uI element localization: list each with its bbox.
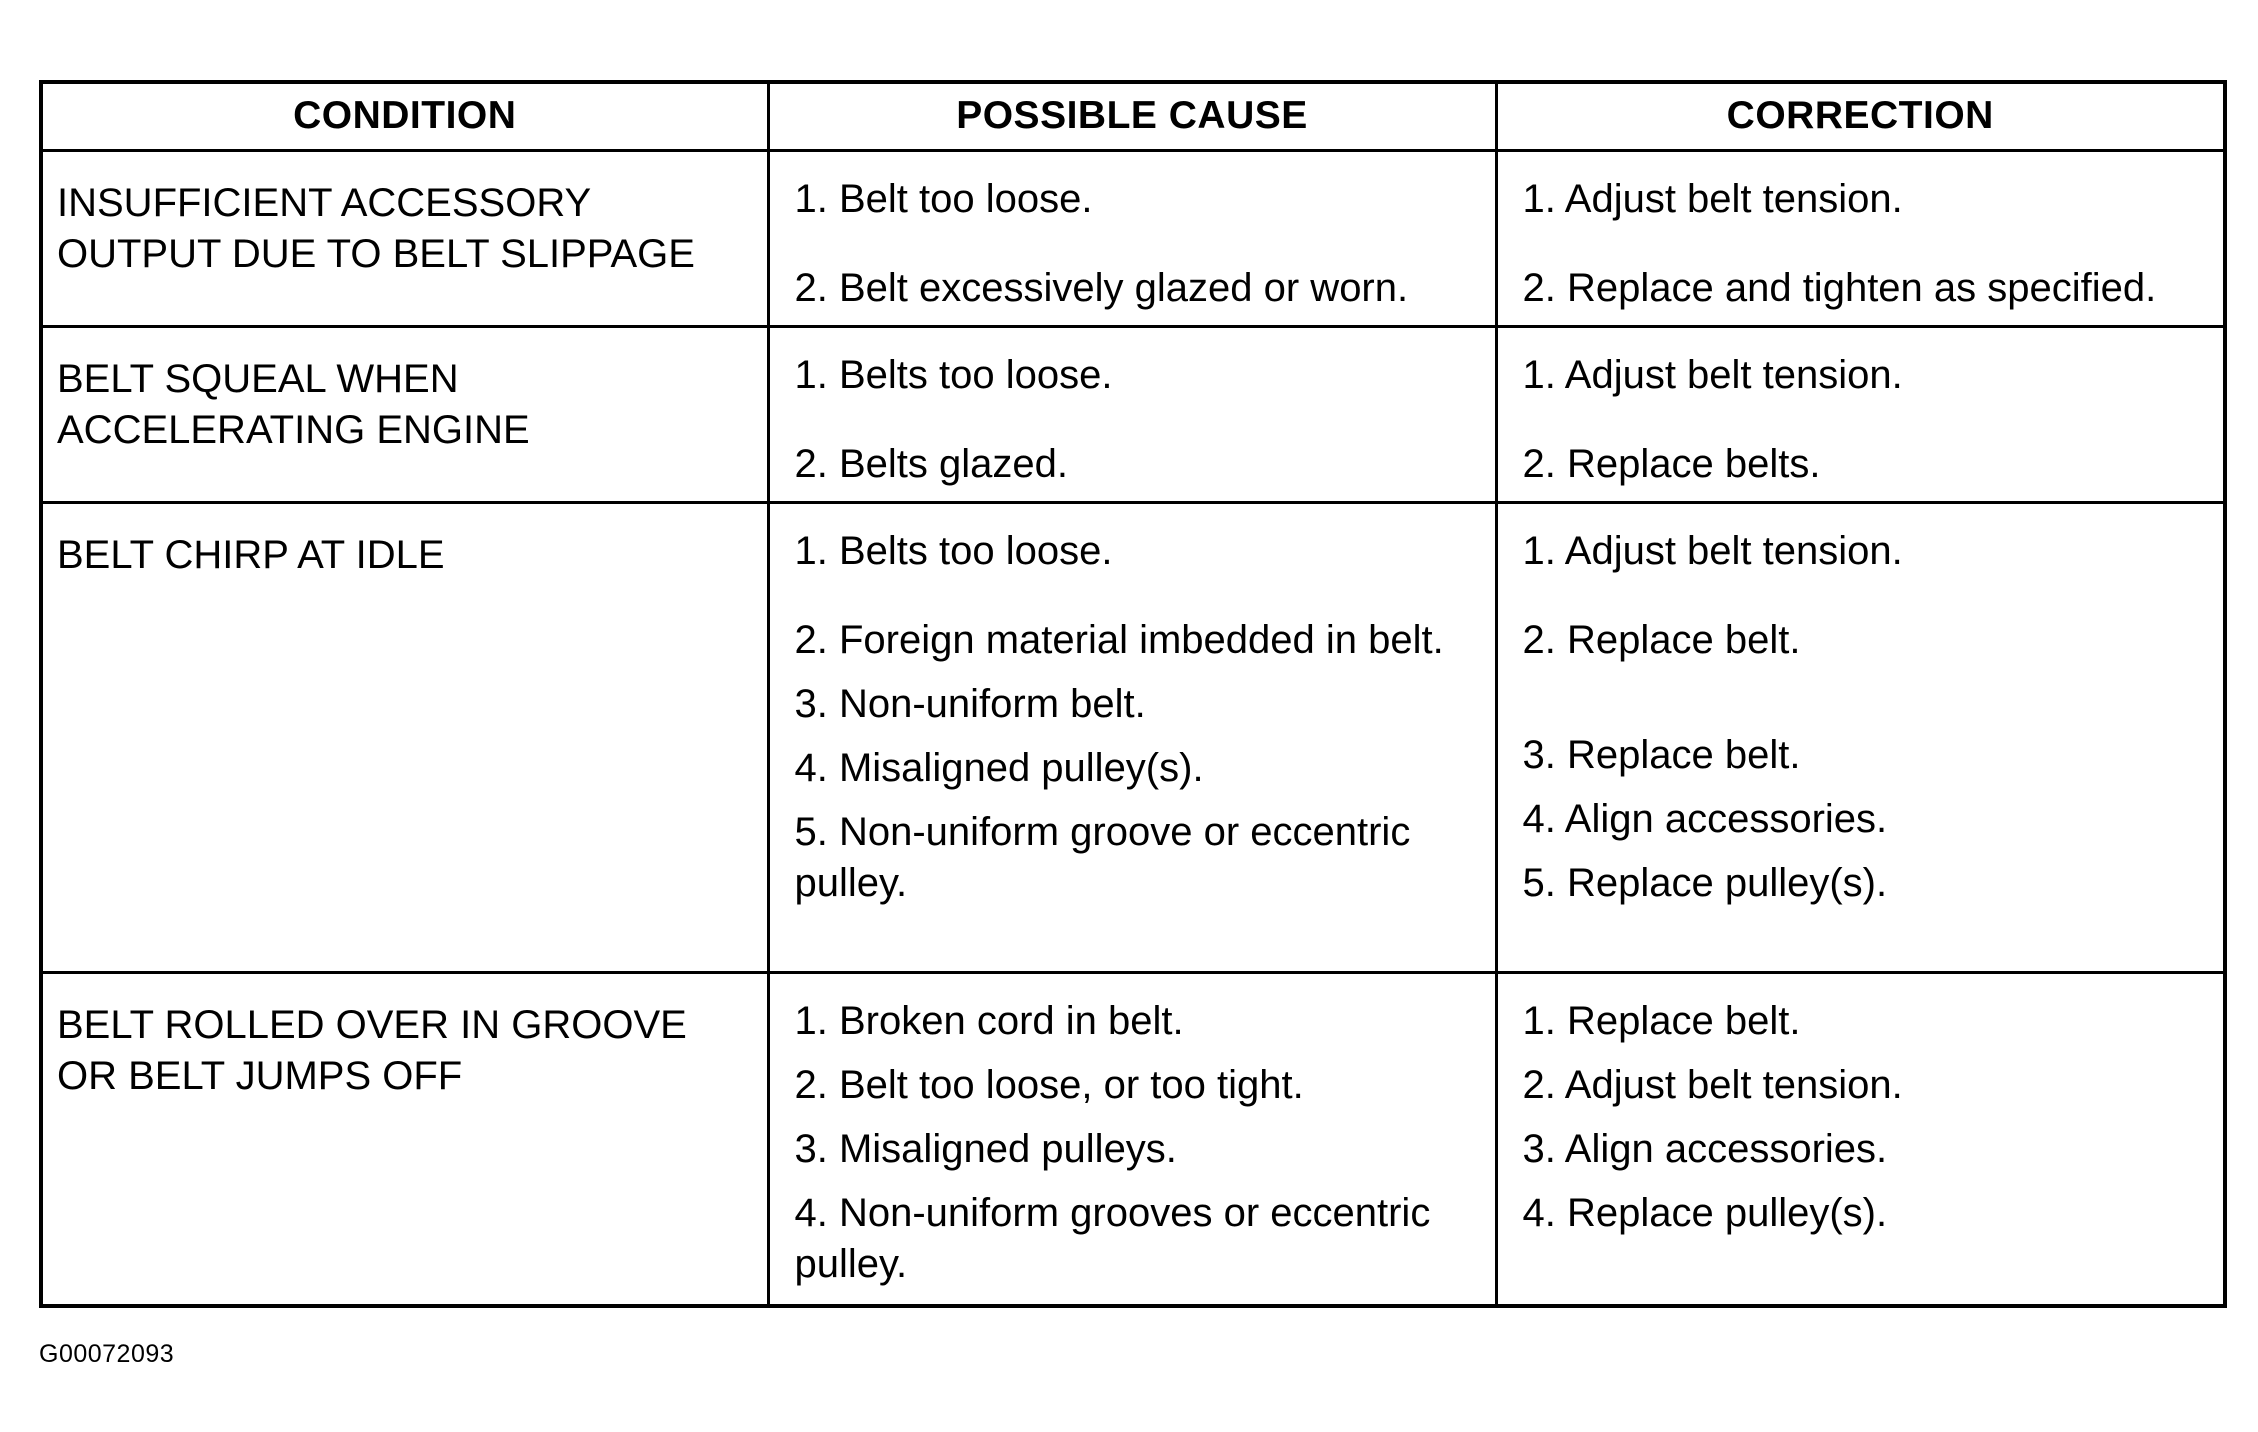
cause-item: 1. Belts too loose. xyxy=(794,528,1113,573)
figure-code: G00072093 xyxy=(39,1340,175,1368)
cause-item: 5. Non-uniform groove or eccentric pulley. xyxy=(794,809,1411,905)
table-row xyxy=(41,326,2225,502)
condition-cell: BELT ROLLED OVER IN GROOVE OR BELT JUMPS OFF xyxy=(41,972,768,1306)
cause-item: 3. Misaligned pulleys. xyxy=(794,1126,1177,1171)
cause-item: 2. Belt excessively glazed or worn. xyxy=(794,265,1409,310)
correction-item: 1. Adjust belt tension. xyxy=(1522,528,1903,573)
cause-item: 1. Broken cord in belt. xyxy=(794,998,1184,1043)
correction-item: 1. Adjust belt tension. xyxy=(1522,176,1903,221)
cause-cell xyxy=(768,150,1496,326)
header-condition: CONDITION xyxy=(41,82,768,150)
correction-item: 2. Adjust belt tension. xyxy=(1522,1062,1903,1107)
correction-cell xyxy=(1496,502,2225,972)
correction-item: 5. Replace pulley(s). xyxy=(1522,860,1888,905)
correction-item: 1. Replace belt. xyxy=(1522,998,1801,1043)
table-row xyxy=(41,502,2225,972)
correction-item: 1. Adjust belt tension. xyxy=(1522,352,1903,397)
cause-item: 1. Belts too loose. xyxy=(794,352,1113,397)
cause-item: 4. Non-uniform grooves or eccentric pulley. xyxy=(794,1190,1431,1286)
correction-cell xyxy=(1496,150,2225,326)
table-row xyxy=(41,150,2225,326)
cause-item: 2. Foreign material imbedded in belt. xyxy=(794,617,1444,662)
correction-item: 3. Align accessories. xyxy=(1522,1126,1888,1171)
cause-cell xyxy=(768,326,1496,502)
condition-cell: BELT SQUEAL WHEN ACCELERATING ENGINE xyxy=(41,326,768,502)
correction-cell xyxy=(1496,972,2225,1306)
correction-item: 2. Replace belts. xyxy=(1522,441,1821,486)
header-row xyxy=(41,82,2225,150)
condition-cell: BELT CHIRP AT IDLE xyxy=(41,502,768,972)
correction-item: 2. Replace belt. xyxy=(1522,617,1801,662)
cause-item: 2. Belt too loose, or too tight. xyxy=(794,1062,1304,1107)
header-correction: CORRECTION xyxy=(1496,82,2225,150)
correction-item: 4. Replace pulley(s). xyxy=(1522,1190,1888,1235)
cause-cell xyxy=(768,502,1496,972)
cause-item: 4. Misaligned pulley(s). xyxy=(794,745,1204,790)
cause-item: 1. Belt too loose. xyxy=(794,176,1093,221)
cause-item: 2. Belts glazed. xyxy=(794,441,1068,486)
cause-cell xyxy=(768,972,1496,1306)
correction-item: 2. Replace and tighten as specified. xyxy=(1522,265,2157,310)
correction-item: 3. Replace belt. xyxy=(1522,732,1801,777)
belt-diagnosis-table xyxy=(39,80,2227,1308)
correction-item: 4. Align accessories. xyxy=(1522,796,1888,841)
header-possible-cause: POSSIBLE CAUSE xyxy=(768,82,1496,150)
condition-cell: INSUFFICIENT ACCESSORY OUTPUT DUE TO BELT SLIPPAGE xyxy=(41,150,768,326)
cause-item: 3. Non-uniform belt. xyxy=(794,681,1146,726)
table-row xyxy=(41,972,2225,1306)
correction-cell xyxy=(1496,326,2225,502)
